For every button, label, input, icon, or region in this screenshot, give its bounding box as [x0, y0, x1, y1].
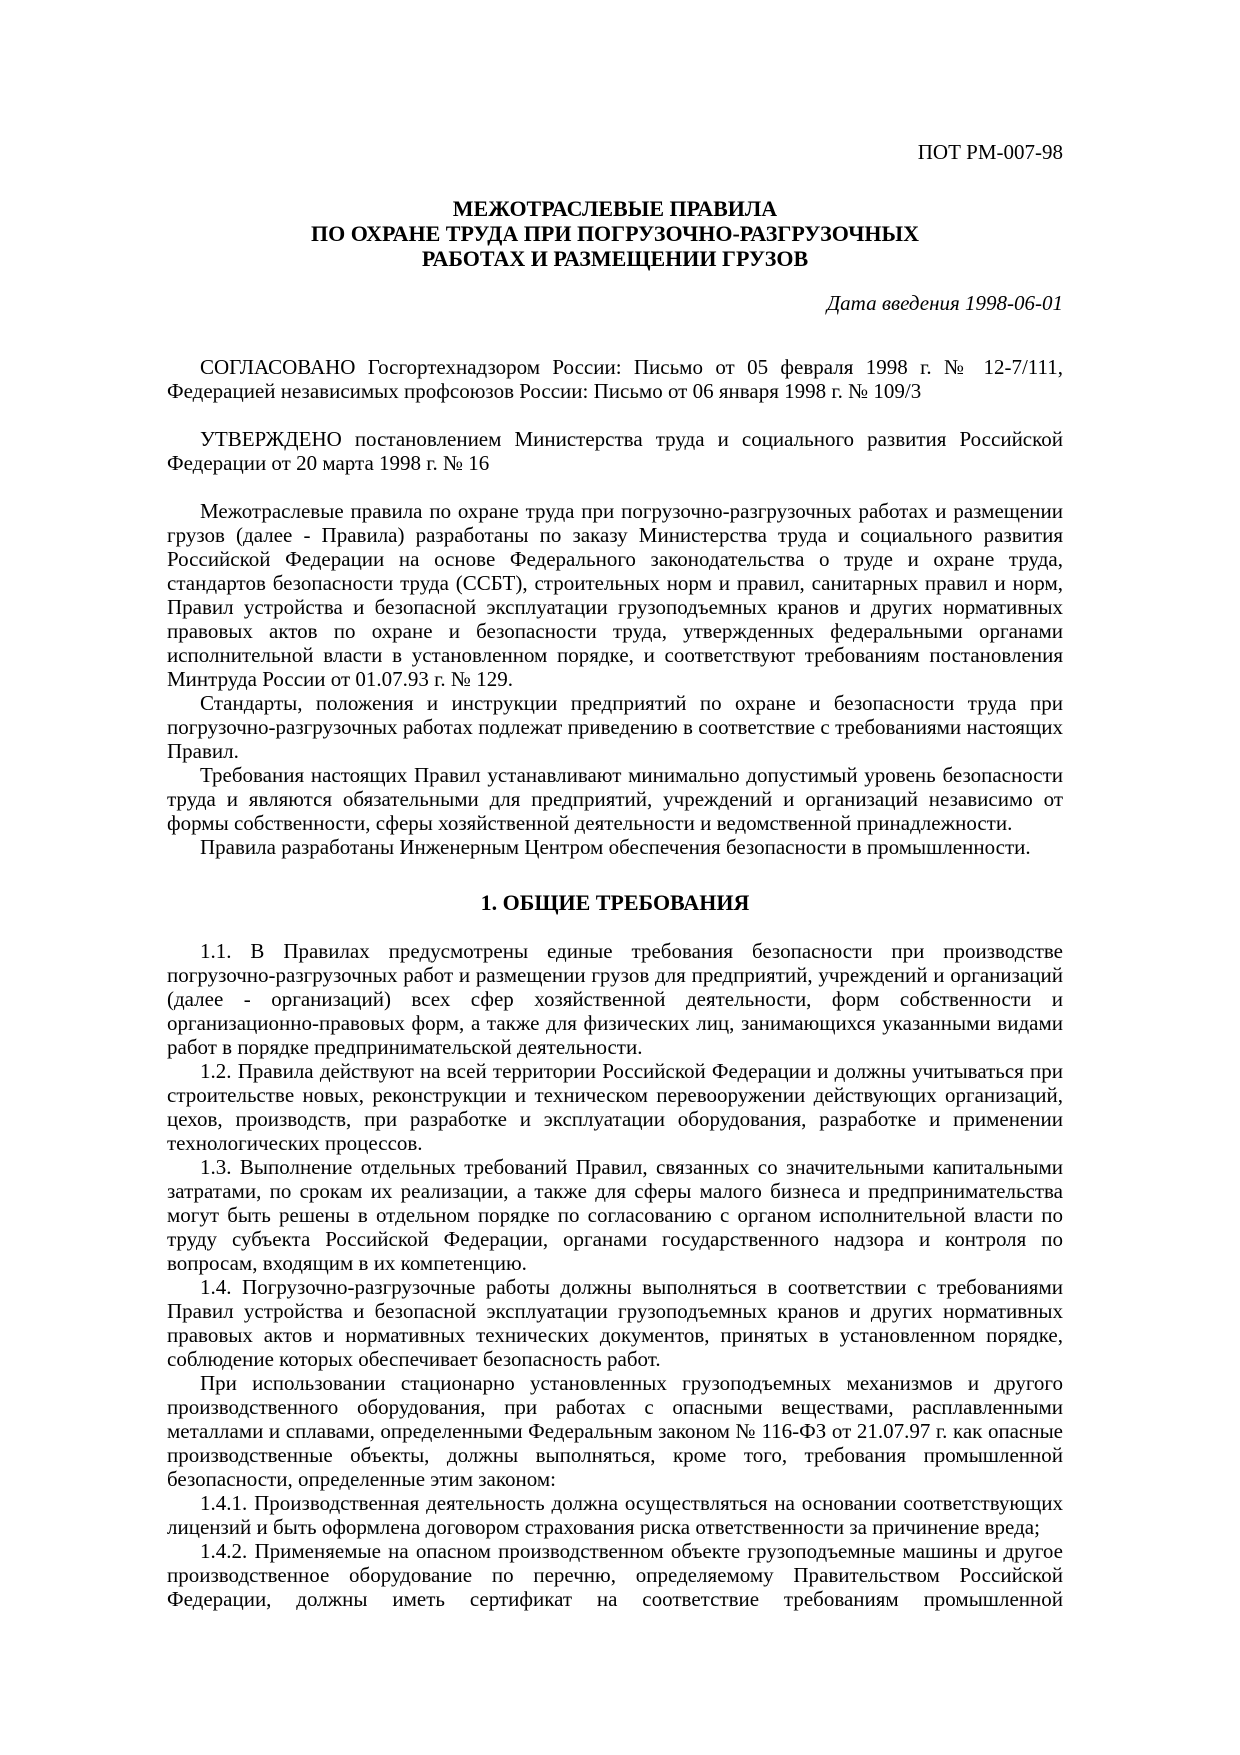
paragraph-agreed: СОГЛАСОВАНО Госгортехнадзором России: Письмо от 05 февраля 1998 г. № 12-7/111, Федерацией независимых профсоюзов России: Письмо от 06 января 1998 г. № 109/3 — [167, 355, 1063, 403]
paragraph-intro: Межотраслевые правила по охране труда при погрузочно-разгрузочных работах и размещении грузов (далее - Правила) разработаны по заказу Министерства труда и социального развития Российской Федерации на основе Федерального законодательства о труде и охране труда, стандартов безопасности труда (ССБТ), строительных норм и правил, санитарных правил и норм, Правил устройства и безопасной эксплуатации грузоподъемных кранов и других нормативных правовых актов по охране и безопасности труда, утвержденных федеральными органами исполнительной власти в установленном порядке, и соответствуют требованиям постановления Минтруда России от 01.07.93 г. № 129. — [167, 499, 1063, 691]
paragraph-standards-alignment: Стандарты, положения и инструкции предприятий по охране и безопасности труда при погрузочно-разгрузочных работах подлежат приведению в соответствие с требованиями настоящих Правил. — [167, 691, 1063, 763]
section-paragraph-1-4: 1.4. Погрузочно-разгрузочные работы должны выполняться в соответствии с требованиями Правил устройства и безопасной эксплуатации грузоподъемных кранов и других нормативных правовых актов и нормативных технических документов, принятых в установленном порядке, соблюдение которых обеспечивает безопасность работ. — [167, 1275, 1063, 1371]
paragraph-minimum-level: Требования настоящих Правил устанавливают минимально допустимый уровень безопасности труда и являются обязательными для предприятий, учреждений и организаций независимо от формы собственности, сферы хозяйственной деятельности и ведомственной принадлежности. — [167, 763, 1063, 835]
doc-title-line-2: ПО ОХРАНЕ ТРУДА ПРИ ПОГРУЗОЧНО-РАЗГРУЗОЧНЫХ — [310, 221, 920, 246]
paragraph-approved: УТВЕРЖДЕНО постановлением Министерства труда и социального развития Российской Федерации от 20 марта 1998 г. № 16 — [167, 427, 1063, 475]
effective-date: Дата введения 1998-06-01 — [826, 291, 1063, 315]
doc-title-line-3: РАБОТАХ И РАЗМЕЩЕНИИ ГРУЗОВ — [421, 246, 809, 271]
section-paragraph-1-1: 1.1. В Правилах предусмотрены единые требования безопасности при производстве погрузочно-разгрузочных работ и размещении грузов для предприятий, учреждений и организаций (далее - организаций) всех сфер хозяйственной деятельности, форм собственности и организационно-правовых форм, а также для физических лиц, занимающихся указанными видами работ в порядке предпринимательской деятельности. — [167, 939, 1063, 1059]
doc-title-line-1: МЕЖОТРАСЛЕВЫЕ ПРАВИЛА — [452, 196, 778, 221]
doc-code: ПОТ РМ-007-98 — [917, 140, 1063, 164]
section-1-heading: 1. ОБЩИЕ ТРЕБОВАНИЯ — [480, 890, 750, 915]
section-paragraph-1-4-1: 1.4.1. Производственная деятельность должна осуществляться на основании соответствующих лицензий и быть оформлена договором страхования риска ответственности за причинение вреда; — [167, 1491, 1063, 1539]
section-paragraph-1-4-2: 1.4.2. Применяемые на опасном производственном объекте грузоподъемные машины и другое производственное оборудование по перечню, определяемому Правительством Российской Федерации, должны иметь сертификат на соответствие требованиям промышленной — [167, 1539, 1063, 1611]
section-paragraph-1-3: 1.3. Выполнение отдельных требований Правил, связанных со значительными капитальными затратами, по срокам их реализации, а также для сферы малого бизнеса и предпринимательства могут быть решены в отдельном порядке по согласованию с органом исполнительной власти по труду субъекта Российской Федерации, органами государственного надзора и контроля по вопросам, входящим в их компетенцию. — [167, 1155, 1063, 1275]
paragraph-developer: Правила разработаны Инженерным Центром обеспечения безопасности в промышленности. — [200, 835, 1031, 859]
section-paragraph-1-4-note: При использовании стационарно установленных грузоподъемных механизмов и другого производственного оборудования, при работах с опасными веществами, расплавленными металлами и сплавами, определенными Федеральным законом № 116-ФЗ от 21.07.97 г. как опасные производственные объекты, должны выполняться, кроме того, требования промышленной безопасности, определенные этим законом: — [167, 1371, 1063, 1491]
doc-title — [167, 196, 1063, 271]
section-paragraph-1-2: 1.2. Правила действуют на всей территории Российской Федерации и должны учитываться при строительстве новых, реконструкции и техническом перевооружении действующих организаций, цехов, производств, при разработке и эксплуатации оборудования, разработке и применении технологических процессов. — [167, 1059, 1063, 1155]
